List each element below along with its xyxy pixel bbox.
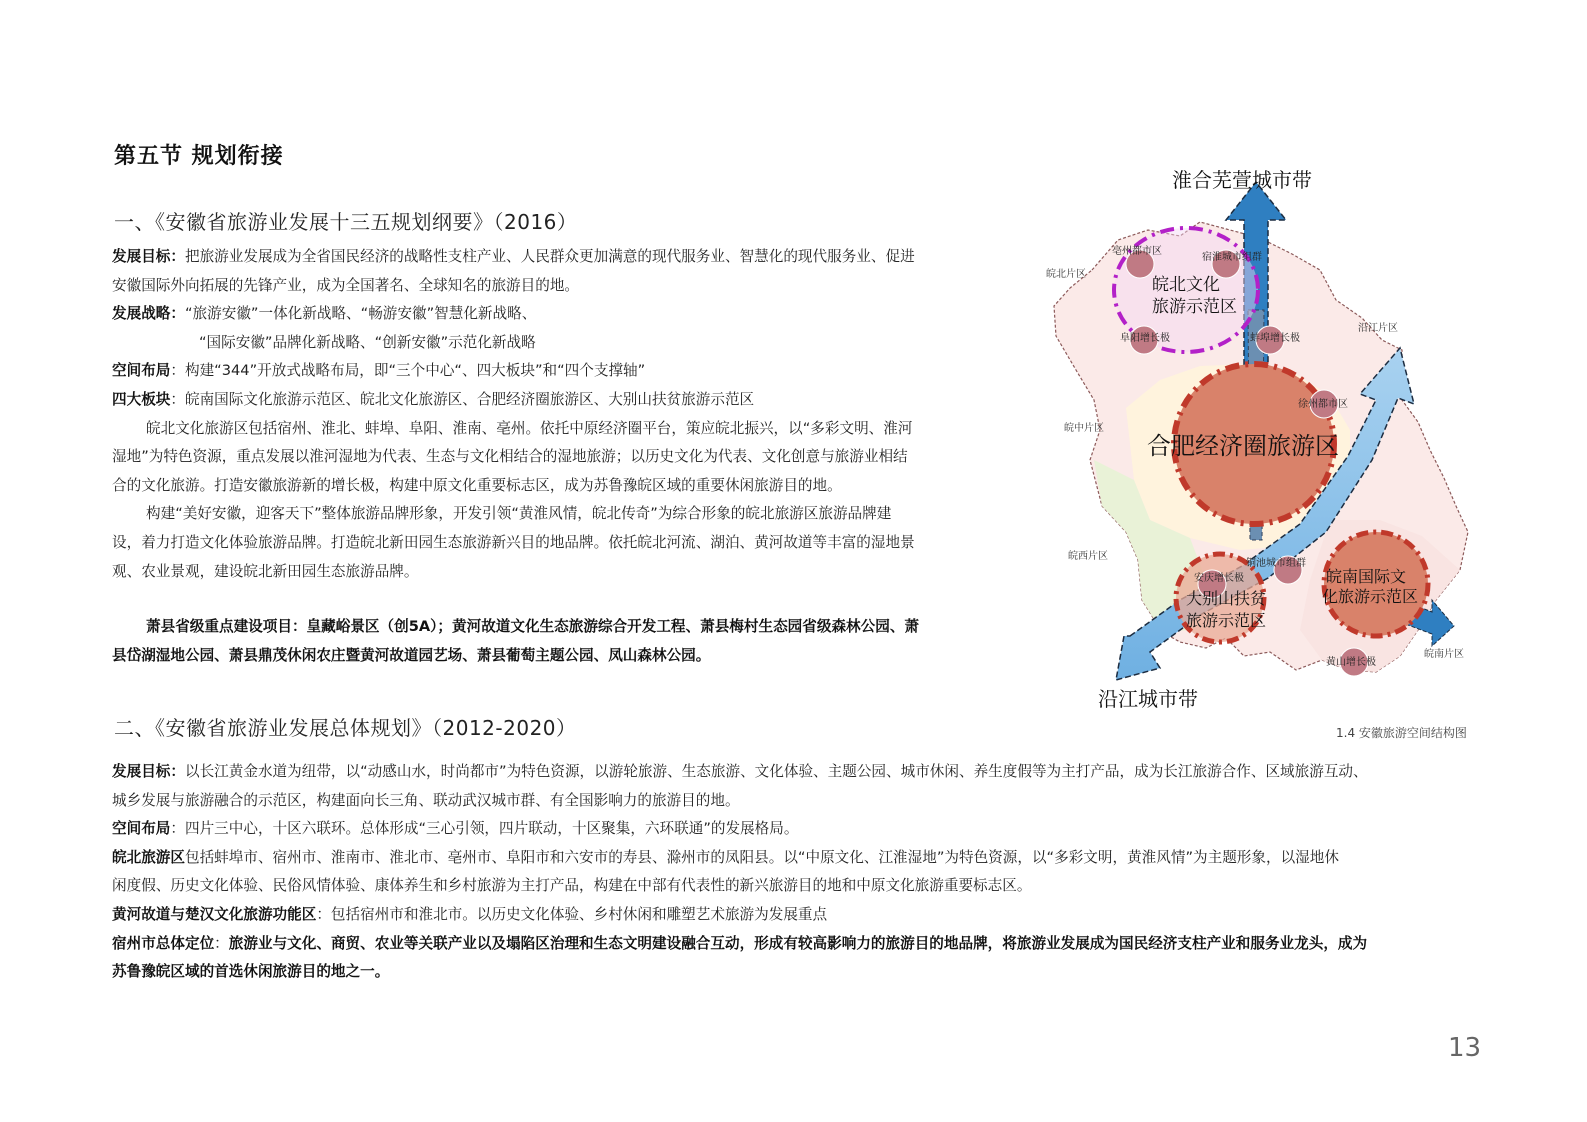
pole-label-anqing: 安庆增长极 [1194,573,1244,584]
part1-body [112,243,992,586]
part2-body [112,758,1482,987]
part1-heading: 一、《安徽省旅游业发展十三五规划纲要》（2016） [114,210,578,234]
pole-label-xuzhou: 徐州都市区 [1298,399,1348,410]
p2-line-1: 构建“美好安徽，迎客天下”整体旅游品牌形象，开发引领“黄淮风情，皖北传奇”为综合形象的皖北旅游区旅游品牌建 [146,505,892,523]
part2-heading: 二、《安徽省旅游业发展总体规划》（2012-2020） [114,716,577,740]
area-label-wanxi: 皖西片区 [1068,551,1108,562]
strategy-label: 发展战略： [112,305,185,323]
p3-line-2: 县岱湖湿地公园、萧县鼎茂休闲农庄暨黄河故道园艺场、萧县葡萄主题公园、凤山森林公园。 [112,646,711,664]
p2-layout-label: 空间布局 [112,820,171,838]
dabie-zone-label-1: 大别山扶贫 [1186,589,1267,608]
area-label-wanzhong: 皖中片区 [1064,423,1104,434]
p1-line-2: 湿地”为特色资源，重点发展以淮河湿地为代表、生态与文化相结合的湿地旅游；以历史文化为代表、文化创意与旅游业相结 [112,448,908,466]
area-label-yanjiang: 沿江片区 [1358,323,1398,334]
strategy-line-2: “国际安徽”品牌化新战略、“创新安徽”示范化新战略 [199,333,536,351]
wannan-zone-label-1: 皖南国际文 [1326,567,1407,586]
xiaoxian-projects [112,613,992,670]
wanbei-line-2: 闲度假、历史文化体验、民俗风情体验、康体养生和乡村旅游为主打产品，构建在中部有代表性的新兴旅游目的地和中原文化旅游重要标志区。 [112,877,1032,895]
p1-line-1: 皖北文化旅游区包括宿州、淮北、蚌埠、阜阳、淮南、亳州。依托中原经济圈平台，策应皖北振兴，以“多彩文明、淮河 [146,419,913,437]
layout-label: 空间布局 [112,362,171,380]
strategy-line-1: 发展战略：“旅游安徽”一体化新战略、“畅游安徽”智慧化新战略、 [112,305,537,323]
wanbei-label: 皖北旅游区 [112,848,185,866]
pole-label-suhuai: 宿淮城市组群 [1202,252,1262,263]
p2-goal-label: 发展目标： [112,763,185,780]
wanbei-zone-label-1: 皖北文化 [1152,275,1220,295]
anhui-tourism-map [1030,160,1500,720]
p2-line-2: 设，着力打造文化体验旅游品牌。打造皖北新田园生态旅游新兴目的地品牌。依托皖北河流、湖泊、黄河故道等丰富的湿地景 [112,533,915,551]
hefei-zone-label: 合肥经济圈旅游区 [1147,432,1339,460]
pole-label-tongchi: 铜池城市组群 [1246,558,1306,569]
pole-label-fuyang: 阜阳增长极 [1120,333,1170,344]
p2-layout-line: 空间布局：四片三中心，十区六联环。总体形成“三心引领，四片联动，十区聚集，六环联通”的发展格局。 [112,820,799,838]
blocks-label: 四大板块 [112,390,171,408]
page-number: 13 [1448,1033,1482,1063]
suzhou-label: 宿州市总体定位 [112,934,215,952]
layout-line: 空间布局：构建“344”开放式战略布局，即“三个中心“、四大板块”和“四个支撑轴” [112,362,646,380]
yellow-river-line: 黄河故道与楚汉文化旅游功能区：包括宿州市和淮北市。以历史文化体验、乡村休闲和雕塑艺术旅游为发展重点 [112,905,828,923]
goal-line-1: 发展目标：把旅游业发展成为全省国民经济的战略性支柱产业、人民群众更加满意的现代服务业、智慧化的现代服务业、促进 [112,248,915,265]
section-title: 第五节 规划衔接 [114,144,284,169]
blocks-line: 四大板块：皖南国际文化旅游示范区、皖北文化旅游区、合肥经济圈旅游区、大别山扶贫旅游示范区 [112,390,755,408]
yellow-river-label: 黄河故道与楚汉文化旅游功能区 [112,905,317,923]
goal-label: 发展目标： [112,248,185,265]
p2-goal-line-1: 发展目标：以长江黄金水道为纽带，以“动感山水，时尚都市”为特色资源，以游轮旅游、生态旅游、文化体验、主题公园、城市休闲、养生度假等为主打产品，成为长江旅游合作、区域旅游互动、 [112,763,1368,780]
bottom-band-label: 沿江城市带 [1098,687,1198,711]
area-label-wannan: 皖南片区 [1424,649,1464,660]
map-caption: 1.4 安徽旅游空间结构图 [1336,726,1467,740]
top-band-label: 淮合芜萱城市带 [1172,168,1312,192]
area-label-wanbei: 皖北片区 [1046,269,1086,280]
pole-label-huangshan: 黄山增长极 [1326,657,1376,668]
p1-line-3: 合的文化旅游。打造安徽旅游新的增长极，构建中原文化重要标志区，成为苏鲁豫皖区域的重要休闲旅游目的地。 [112,476,842,494]
wanbei-zone-label-2: 旅游示范区 [1152,297,1237,317]
p2-line-3: 观、农业景观，建设皖北新田园生态旅游品牌。 [112,562,419,580]
dabie-zone-label-2: 旅游示范区 [1186,611,1267,630]
goal-line-2: 安徽国际外向拓展的先锋产业，成为全国著名、全球知名的旅游目的地。 [112,276,580,294]
wannan-zone-label-2: 化旅游示范区 [1322,587,1419,606]
wanbei-line-1: 皖北旅游区包括蚌埠市、宿州市、淮南市、淮北市、亳州市、阜阳市和六安市的寿县、滁州市的凤阳县。以“中原文化、江淮湿地”为特色资源，以“多彩文明，黄淮风情”为主题形象，以湿地休 [112,848,1339,866]
p2-goal-line-2: 城乡发展与旅游融合的示范区，构建面向长三角、联动武汉城市群、有全国影响力的旅游目的地。 [112,791,740,809]
suzhou-line-2: 苏鲁豫皖区域的首选休闲旅游目的地之一。 [112,963,390,981]
suzhou-line-1: 宿州市总体定位：旅游业与文化、商贸、农业等关联产业以及塌陷区治理和生态文明建设融合互动，形成有较高影响力的旅游目的地品牌，将旅游业发展成为国民经济支柱产业和服务业龙头，成为 [112,934,1368,952]
p3-line-1: 萧县省级重点建设项目：皇藏峪景区（创5A）；黄河故道文化生态旅游综合开发工程、萧县梅村生态园省级森林公园、萧 [146,618,920,635]
pole-label-bozhou: 亳州都市区 [1112,246,1162,257]
pole-label-bengbu: 蚌埠增长极 [1250,333,1300,344]
